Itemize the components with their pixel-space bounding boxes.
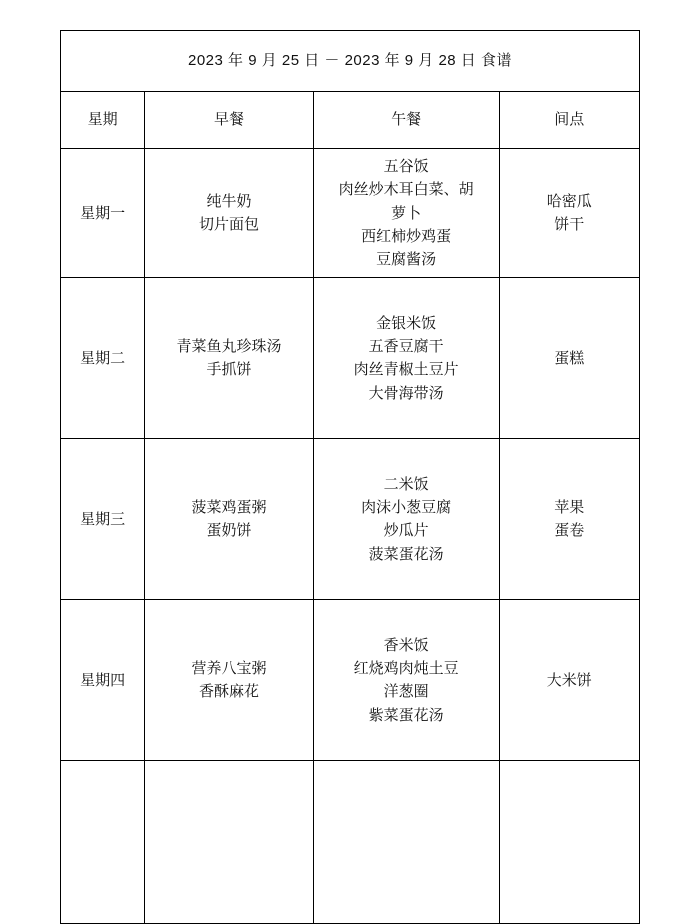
menu-item-line: 蛋糕 (554, 349, 585, 367)
menu-item-line: 手抓饼 (206, 361, 252, 379)
menu-item-line: 苹果 (554, 499, 585, 516)
breakfast-items (149, 335, 309, 382)
menu-item-line: 菠菜蛋花汤 (368, 545, 444, 563)
snack-items (504, 669, 635, 692)
menu-item-line: 洋葱圈 (383, 683, 429, 701)
menu-item-line: 炒瓜片 (383, 522, 429, 540)
column-header-day: 星期 (61, 92, 145, 149)
lunch-cell (313, 149, 499, 278)
lunch-items (318, 473, 495, 566)
table-title-row (61, 31, 640, 92)
table-row (61, 761, 640, 924)
column-header-snack: 间点 (499, 92, 639, 149)
table-row (61, 439, 640, 600)
table-header-row (61, 92, 640, 149)
snack-cell (499, 600, 639, 761)
menu-item-line: 肉丝炒木耳白菜、胡 (338, 181, 474, 199)
snack-cell (499, 439, 639, 600)
day-label: 星期一 (61, 149, 145, 278)
day-label: 星期四 (61, 600, 145, 761)
column-header-lunch: 午餐 (313, 92, 499, 149)
menu-item-line: 菠菜鸡蛋粥 (191, 499, 267, 516)
breakfast-items (149, 190, 309, 237)
menu-item-line: 肉丝青椒土豆片 (353, 361, 459, 379)
snack-items (504, 347, 635, 370)
menu-item-line: 二米饭 (383, 475, 429, 493)
menu-item-line: 香酥麻花 (198, 683, 259, 701)
menu-item-line: 蛋奶饼 (206, 522, 252, 540)
day-label (61, 761, 145, 924)
lunch-cell (313, 439, 499, 600)
menu-item-line: 香米饭 (383, 636, 429, 654)
snack-cell (499, 761, 639, 924)
snack-items (504, 496, 635, 543)
menu-item-line: 金银米饭 (376, 314, 437, 332)
lunch-items (318, 312, 495, 405)
breakfast-cell (145, 278, 314, 439)
breakfast-cell (145, 600, 314, 761)
menu-item-line: 五香豆腐干 (368, 338, 444, 355)
day-label: 星期三 (61, 439, 145, 600)
menu-item-line: 哈密瓜 (546, 192, 592, 210)
menu-item-line: 西红柿炒鸡蛋 (361, 227, 452, 245)
snack-cell (499, 278, 639, 439)
menu-item-line: 萝卜 (391, 204, 422, 222)
menu-item-line: 大米饼 (546, 671, 592, 689)
menu-item-line: 蛋卷 (554, 522, 585, 540)
lunch-cell (313, 600, 499, 761)
menu-item-line: 切片面包 (198, 216, 259, 234)
table-row (61, 600, 640, 761)
menu-item-line: 五谷饭 (383, 158, 429, 175)
column-header-breakfast: 早餐 (145, 92, 314, 149)
breakfast-cell (145, 149, 314, 278)
menu-item-line: 肉沫小葱豆腐 (361, 499, 452, 516)
lunch-items (318, 634, 495, 727)
menu-item-line: 营养八宝粥 (191, 660, 267, 677)
breakfast-cell (145, 439, 314, 600)
menu-item-line: 豆腐酱汤 (376, 251, 437, 268)
menu-item-line: 紫菜蛋花汤 (368, 706, 444, 724)
menu-item-line: 红烧鸡肉炖土豆 (353, 660, 459, 677)
table-row (61, 149, 640, 278)
weekly-menu-table (60, 30, 640, 924)
menu-item-line: 饼干 (554, 216, 585, 234)
document-title: 2023 年 9 月 25 日 － 2023 年 9 月 28 日 食谱 (61, 31, 640, 92)
lunch-items (318, 155, 495, 271)
table-row (61, 278, 640, 439)
breakfast-items (149, 496, 309, 543)
menu-item-line: 纯牛奶 (206, 192, 252, 210)
lunch-cell (313, 761, 499, 924)
lunch-cell (313, 278, 499, 439)
day-label: 星期二 (61, 278, 145, 439)
snack-cell (499, 149, 639, 278)
snack-items (504, 190, 635, 237)
menu-item-line: 大骨海带汤 (368, 384, 444, 402)
breakfast-cell (145, 761, 314, 924)
menu-item-line: 青菜鱼丸珍珠汤 (176, 338, 282, 355)
breakfast-items (149, 657, 309, 704)
